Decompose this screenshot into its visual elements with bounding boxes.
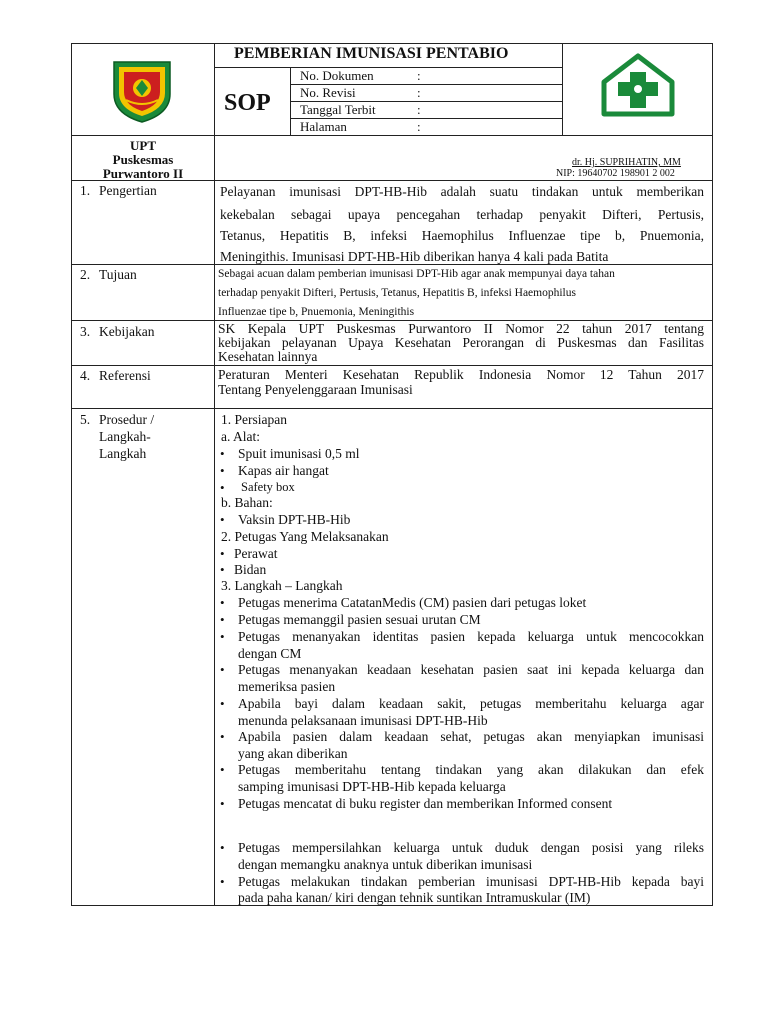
doc-field-date-label: Tanggal Terbit: [300, 102, 376, 117]
bahan-item: Vaksin DPT-HB-Hib: [238, 512, 351, 527]
referensi-line: Peraturan Menteri Kesehatan Republik Indonesia Nomor 12 Tahun 2017: [218, 367, 704, 382]
petugas-item: Bidan: [234, 562, 267, 577]
bahan-heading: b. Bahan:: [221, 495, 273, 510]
prosedur-label-line: Langkah-: [99, 429, 151, 444]
org-line-name: Purwantoro II: [102, 166, 184, 181]
bullet-dot-icon: •: [220, 463, 225, 478]
doc-field-page-sep: :: [417, 119, 421, 134]
step-line: Petugas mempersilahkan keluarga untuk duduk dengan posisi yang rileks: [238, 840, 704, 855]
step-line: memeriksa pasien: [238, 679, 336, 694]
langkah-heading: 3. Langkah – Langkah: [221, 578, 343, 593]
section-tujuan-label: Tujuan: [99, 267, 137, 282]
bullet-dot-icon: •: [220, 729, 225, 744]
step-line: Petugas menanyakan identitas pasien kepada keluarga untuk mencocokkan: [238, 629, 704, 644]
sop-label: SOP: [224, 90, 271, 116]
signer-name: dr. Hj. SUPRIHATIN, MM: [572, 157, 681, 168]
prosedur-label-line: Langkah: [99, 446, 147, 461]
petugas-heading: 2. Petugas Yang Melaksanakan: [221, 529, 389, 544]
section-kebijakan-label: Kebijakan: [99, 324, 155, 339]
section-pengertian-number: 1.: [80, 183, 91, 198]
section-pengertian-label: Pengertian: [99, 183, 157, 198]
doc-field-revision-label: No. Revisi: [300, 85, 356, 100]
kebijakan-line: Kesehatan lainnya: [218, 349, 318, 364]
bullet-dot-icon: •: [220, 762, 225, 777]
tujuan-line: terhadap penyakit Difteri, Pertusis, Tetanus, Hepatitis B, infeksi Haemophilus: [218, 287, 576, 299]
referensi-line: Tentang Penyelenggaraan Imunisasi: [218, 382, 413, 397]
tujuan-line: Influenzae tipe b, Pnuemonia, Meningithis: [218, 306, 415, 318]
petugas-item: Perawat: [234, 546, 278, 561]
alat-item: Spuit imunisasi 0,5 ml: [238, 446, 360, 461]
step-line: samping imunisasi DPT-HB-Hib kepada keluarga: [238, 779, 506, 794]
bullet-dot-icon: •: [220, 840, 225, 855]
alat-item: Kapas air hangat: [238, 463, 329, 478]
sop-title: PEMBERIAN IMUNISASI PENTABIO: [234, 45, 509, 62]
section-tujuan-number: 2.: [80, 267, 91, 282]
bullet-dot-icon: •: [220, 446, 225, 461]
section-kebijakan-number: 3.: [80, 324, 91, 339]
prosedur-label-line: Prosedur /: [99, 412, 155, 427]
bullet-dot-icon: •: [220, 512, 225, 527]
step-line: Apabila pasien dalam keadaan sehat, petugas akan menyiapkan imunisasi: [238, 729, 704, 744]
bullet-dot-icon: •: [220, 696, 225, 711]
kebijakan-line: SK Kepala UPT Puskesmas Purwantoro II Nomor 22 tahun 2017 tentang: [218, 321, 704, 336]
org-line-puskesmas: Puskesmas: [112, 152, 174, 167]
alat-heading: a. Alat:: [221, 429, 260, 444]
step-line: dengan memangku anaknya untuk diberikan imunisasi: [238, 857, 533, 872]
bullet-dot-icon: •: [220, 546, 225, 561]
doc-field-revision-sep: :: [417, 85, 421, 100]
doc-field-page-label: Halaman: [300, 119, 347, 134]
step-line: Petugas memberitahu tentang tindakan yang akan dilakukan dan efek: [238, 762, 704, 777]
bullet-dot-icon: •: [220, 562, 225, 577]
tujuan-line: Sebagai acuan dalam pemberian imunisasi DPT-Hib agar anak mempunyai daya tahan: [218, 268, 615, 280]
bullet-dot-icon: •: [220, 480, 225, 495]
persiapan-heading: 1. Persiapan: [221, 412, 287, 427]
bullet-dot-icon: •: [220, 629, 225, 644]
bullet-dot-icon: •: [220, 874, 225, 889]
section-prosedur-number: 5.: [80, 412, 91, 427]
step-line: Petugas mencatat di buku register dan memberikan Informed consent: [238, 796, 613, 811]
section-referensi-number: 4.: [80, 368, 91, 383]
step-line: yang akan diberikan: [238, 746, 348, 761]
section-referensi-label: Referensi: [99, 368, 151, 383]
alat-item: Safety box: [241, 480, 295, 494]
step-line: Apabila bayi dalam keadaan sakit, petugas memberitahu keluarga agar: [238, 696, 704, 711]
signer-nip: NIP: 19640702 198901 2 002: [556, 168, 675, 179]
pengertian-line: Meningithis. Imunisasi DPT-HB-Hib diberikan hanya 4 kali pada Batita: [220, 249, 609, 264]
bullet-dot-icon: •: [220, 612, 225, 627]
step-line: Petugas memanggil pasien sesuai urutan CM: [238, 612, 481, 627]
org-line-upt: UPT: [130, 138, 156, 153]
step-line: Petugas menanyakan keadaan kesehatan pasien saat ini kepada keluarga dan: [238, 662, 704, 677]
bullet-dot-icon: •: [220, 796, 225, 811]
step-line: pada paha kanan/ kiri dengan tehnik suntikan Intramuskular (IM): [238, 890, 591, 905]
doc-field-date-sep: :: [417, 102, 421, 117]
pengertian-line: Tetanus, Hepatitis B, infeksi Haemophilus Influenzae tipe b, Pnuemonia,: [220, 228, 704, 243]
doc-field-number-label: No. Dokumen: [300, 68, 374, 83]
bullet-dot-icon: •: [220, 662, 225, 677]
step-line: Petugas menerima CatatanMedis (CM) pasien dari petugas loket: [238, 595, 587, 610]
bullet-dot-icon: •: [220, 595, 225, 610]
step-line: Petugas melakukan tindakan pemberian imunisasi DPT-HB-Hib kepada bayi: [238, 874, 704, 889]
step-line: dengan CM: [238, 646, 302, 661]
step-line: menunda pelaksanaan imunisasi DPT-HB-Hib: [238, 713, 488, 728]
kebijakan-line: kebijakan pelayanan Upaya Kesehatan Perorangan di Puskesmas dan Fasilitas: [218, 335, 704, 350]
pengertian-line: Pelayanan imunisasi DPT-HB-Hib adalah suatu tindakan untuk memberikan: [220, 184, 704, 199]
pengertian-line: kekebalan sebagai upaya pencegahan terhadap penyakit Difteri, Pertusis,: [220, 207, 704, 222]
doc-field-number-sep: :: [417, 68, 421, 83]
